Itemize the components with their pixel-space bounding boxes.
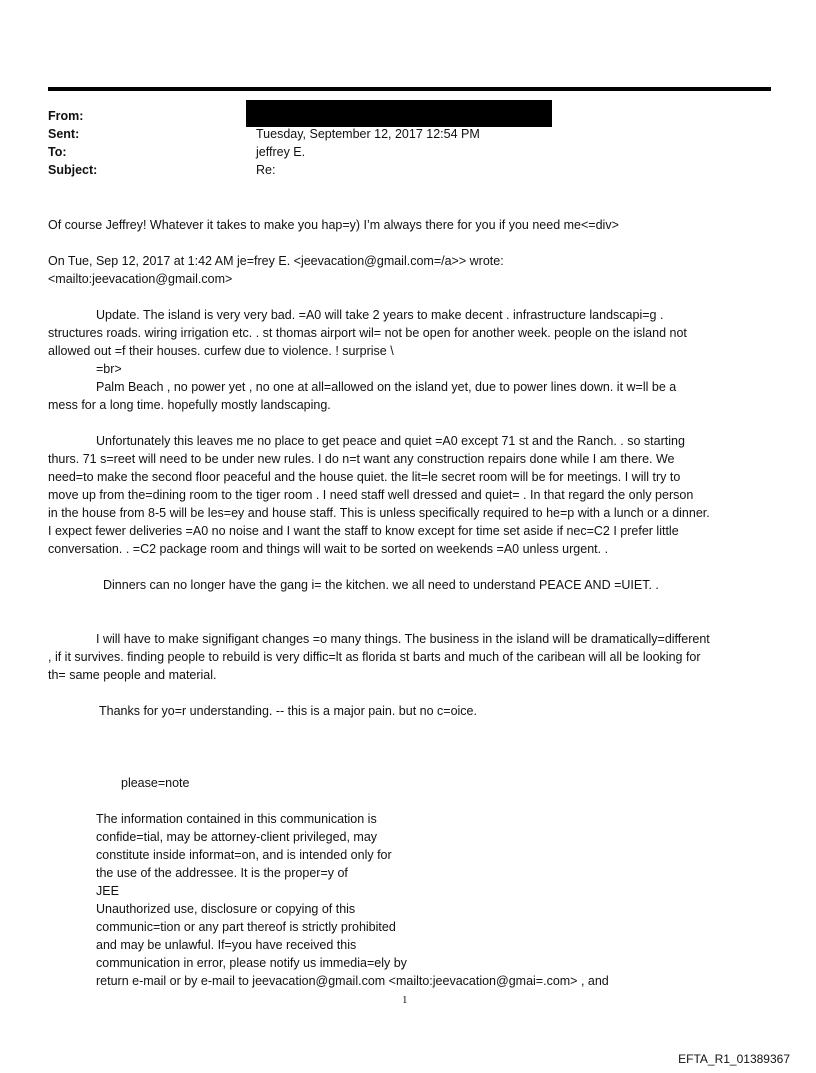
- from-label: From:: [48, 109, 84, 123]
- paragraph-line: Unfortunately this leaves me no place to get peace and quiet =A0 except 71 st and the Ranch. . so starting: [96, 434, 685, 448]
- disclaimer-line: communic=tion or any part thereof is strictly prohibited: [96, 920, 396, 934]
- paragraph-line: in the house from 8-5 will be les=ey and house staff. This is unless specifically required to he=p with a lunch or a dinner.: [48, 506, 710, 520]
- header-divider: [48, 87, 771, 91]
- paragraph-line: structures roads. wiring irrigation etc. . st thomas airport wil= not be open for another week. people on the island not: [48, 326, 687, 340]
- paragraph-line: Dinners can no longer have the gang i= the kitchen. we all need to understand PEACE AND =UIET. .: [103, 578, 659, 592]
- quote-header-line: <mailto:jeevacation@gmail.com>: [48, 272, 233, 286]
- paragraph-line: th= same people and material.: [48, 668, 217, 682]
- disclaimer-line: constitute inside informat=on, and is intended only for: [96, 848, 392, 862]
- to-value: jeffrey E.: [256, 145, 306, 159]
- subject-label: Subject:: [48, 163, 98, 177]
- subject-value: Re:: [256, 163, 276, 177]
- paragraph-line: allowed out =f their houses. curfew due to violence. ! surprise \: [48, 344, 394, 358]
- paragraph-line: , if it survives. finding people to rebuild is very diffic=lt as florida st barts and much of the caribean will all be looking for: [48, 650, 701, 664]
- paragraph-line: conversation. . =C2 package room and things will wait to be sorted on weekends =A0 unless urgent. .: [48, 542, 609, 556]
- paragraph-line: thurs. 71 s=reet will need to be under new rules. I do n=t want any construction repairs done while I am there. We: [48, 452, 675, 466]
- disclaimer-line: The information contained in this communication is: [96, 812, 377, 826]
- please-note: please=note: [121, 776, 190, 790]
- page-number: 1: [402, 994, 408, 1006]
- disclaimer-line: JEE: [96, 884, 119, 898]
- sent-value: Tuesday, September 12, 2017 12:54 PM: [256, 127, 480, 141]
- reply-text: Of course Jeffrey! Whatever it takes to make you hap=y) I’m always there for you if you need me<=div>: [48, 218, 619, 232]
- disclaimer-line: and may be unlawful. If=you have received this: [96, 938, 357, 952]
- sent-label: Sent:: [48, 127, 80, 141]
- disclaimer-line: confide=tial, may be attorney-client privileged, may: [96, 830, 378, 844]
- paragraph-line: Thanks for yo=r understanding. -- this is a major pain. but no c=oice.: [99, 704, 477, 718]
- paragraph-line: Palm Beach , no power yet , no one at all=allowed on the island yet, due to power lines down. it w=ll be a: [96, 380, 677, 394]
- paragraph-line: =br>: [96, 362, 122, 376]
- document-id: EFTA_R1_01389367: [678, 1052, 790, 1066]
- disclaimer-line: communication in error, please notify us immedia=ely by: [96, 956, 407, 970]
- paragraph-line: mess for a long time. hopefully mostly landscaping.: [48, 398, 331, 412]
- paragraph-line: need=to make the second floor peaceful and the house quiet. the lit=le secret room will be for meetings. I will try to: [48, 470, 681, 484]
- paragraph-line: I will have to make signifigant changes =o many things. The business in the island will be dramatically=different: [96, 632, 710, 646]
- to-label: To:: [48, 145, 67, 159]
- paragraph-line: move up from the=dining room to the tiger room . I need staff well dressed and quiet= . In that regard the only person: [48, 488, 694, 502]
- paragraph-line: I expect fewer deliveries =A0 no noise and I want the staff to know except for time set aside if nec=C2 I prefer little: [48, 524, 679, 538]
- quote-header-line: On Tue, Sep 12, 2017 at 1:42 AM je=frey E. <jeevacation@gmail.com=/a>> wrote:: [48, 254, 504, 268]
- disclaimer-line: Unauthorized use, disclosure or copying of this: [96, 902, 356, 916]
- paragraph-line: Update. The island is very very bad. =A0 will take 2 years to make decent . infrastructure landscapi=g .: [96, 308, 664, 322]
- disclaimer-line: the use of the addressee. It is the proper=y of: [96, 866, 348, 880]
- disclaimer-line: return e-mail or by e-mail to jeevacation@gmail.com <mailto:jeevacation@gmai=.com> , and: [96, 974, 609, 988]
- redaction-bar: [246, 100, 552, 127]
